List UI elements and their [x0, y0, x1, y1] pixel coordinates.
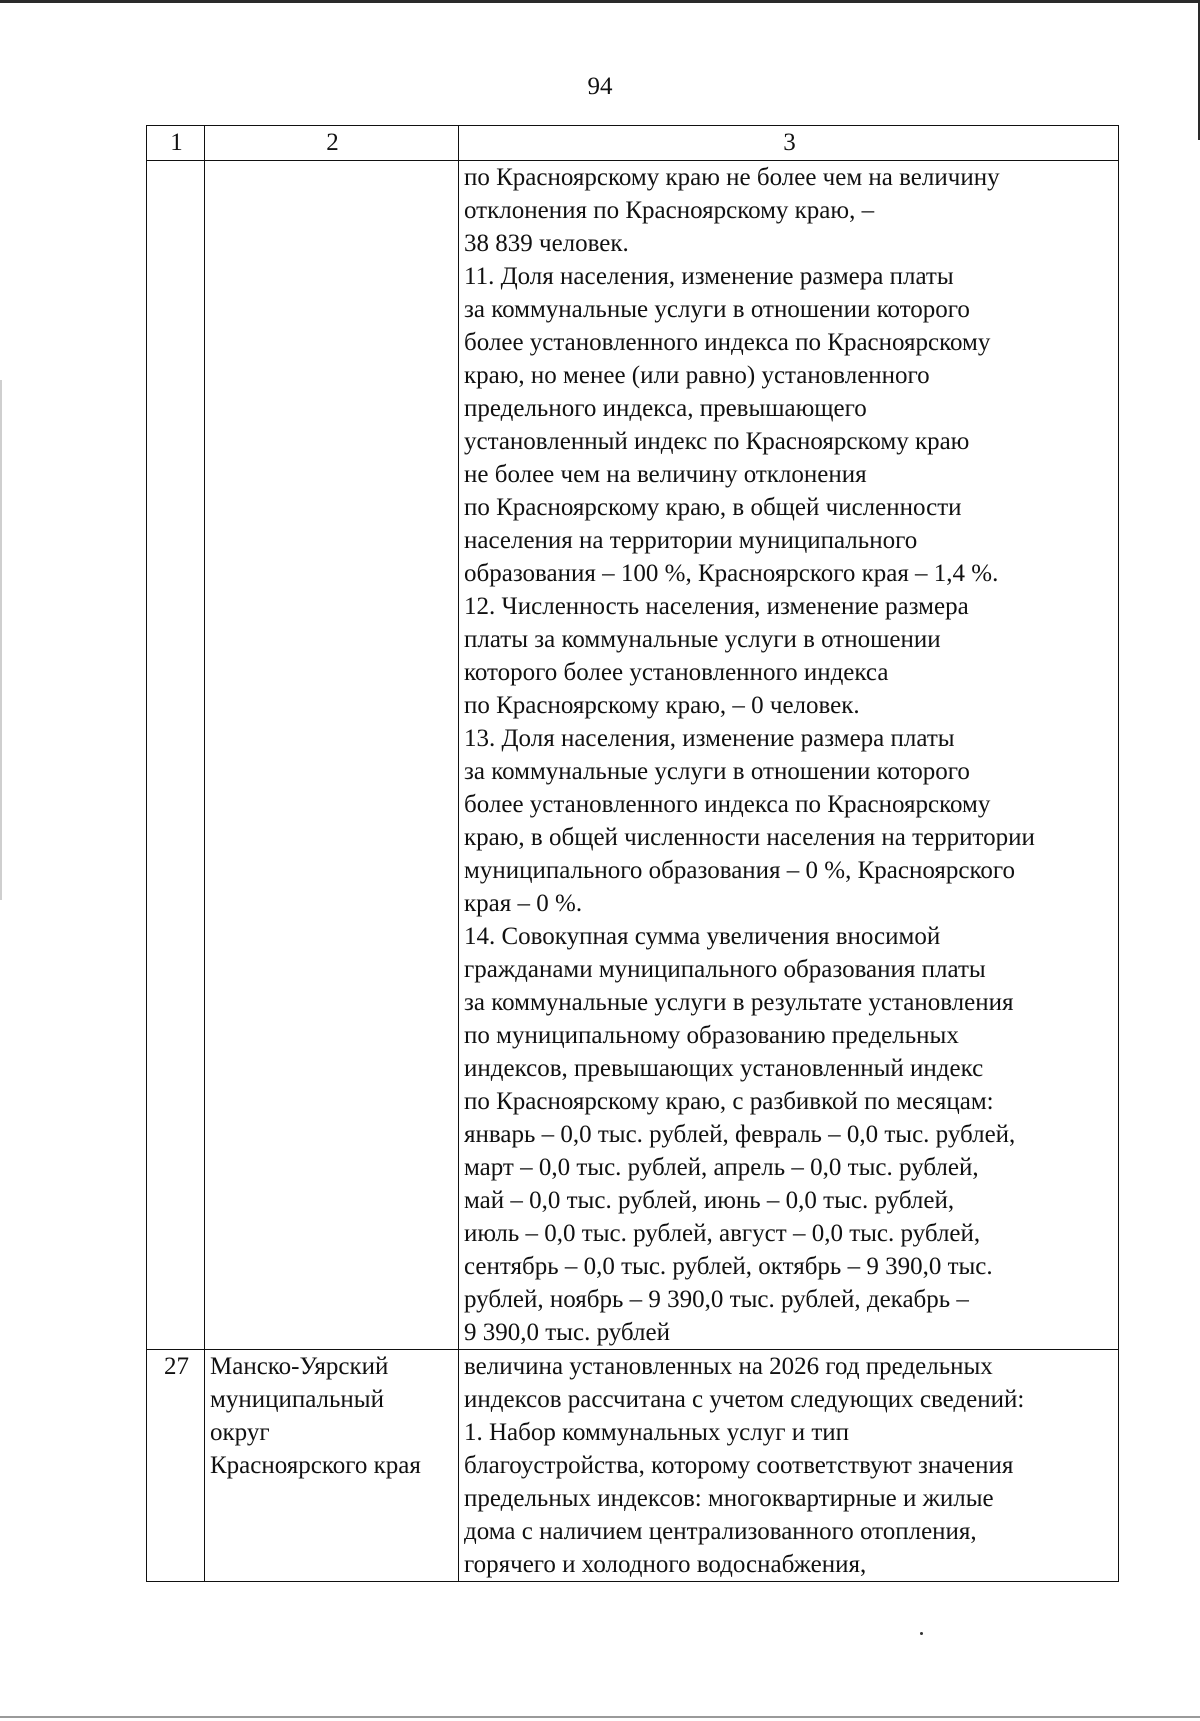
text-line: рублей, ноябрь – 9 390,0 тыс. рублей, декабрь – — [464, 1286, 969, 1313]
text-line: за коммунальные услуги в отношении которого — [464, 296, 970, 323]
row-text-cell — [459, 1350, 1119, 1582]
text-line: которого более установленного индекса — [464, 659, 889, 686]
text-line: Манско-Уярский — [210, 1353, 389, 1380]
text-line: горячего и холодного водоснабжения, — [464, 1551, 867, 1578]
text-line: сентябрь – 0,0 тыс. рублей, октябрь – 9 390,0 тыс. — [464, 1253, 993, 1280]
text-line: установленный индекс по Красноярскому краю — [464, 428, 970, 455]
text-line: дома с наличием централизованного отопления, — [464, 1518, 977, 1545]
table-row — [147, 161, 1119, 1350]
row-number-cell: 27 — [147, 1350, 205, 1582]
row-text-cell — [459, 161, 1119, 1350]
text-line: 38 839 человек. — [464, 230, 629, 257]
text-line: по Красноярскому краю, – 0 человек. — [464, 692, 860, 719]
text-line: по муниципальному образованию предельных — [464, 1022, 959, 1049]
text-line: 13. Доля населения, изменение размера платы — [464, 725, 955, 752]
text-line: краю, в общей численности населения на территории — [464, 824, 1035, 851]
text-line: по Красноярскому краю, в общей численности — [464, 494, 962, 521]
text-line: величина установленных на 2026 год предельных — [464, 1353, 993, 1380]
page-number: 94 — [587, 73, 613, 100]
text-line: не более чем на величину отклонения — [464, 461, 867, 488]
text-line: отклонения по Красноярскому краю, – — [464, 197, 875, 224]
text-line: 1. Набор коммунальных услуг и тип — [464, 1419, 850, 1446]
text-line: 12. Численность населения, изменение размера — [464, 593, 969, 620]
scan-border-left — [0, 380, 2, 900]
column-header-3: 3 — [459, 126, 1119, 161]
text-line: края – 0 %. — [464, 890, 583, 917]
column-header-1: 1 — [147, 126, 205, 161]
text-line: округ — [210, 1419, 270, 1446]
text-line: краю, но менее (или равно) установленного — [464, 362, 930, 389]
text-line: предельных индексов: многоквартирные и жилые — [464, 1485, 994, 1512]
text-line: 11. Доля населения, изменение размера платы — [464, 263, 954, 290]
text-line: 9 390,0 тыс. рублей — [464, 1319, 670, 1346]
text-line: благоустройства, которому соответствуют значения — [464, 1452, 1014, 1479]
text-line: май – 0,0 тыс. рублей, июнь – 0,0 тыс. рублей, — [464, 1187, 955, 1214]
text-line: январь – 0,0 тыс. рублей, февраль – 0,0 тыс. рублей, — [464, 1121, 1016, 1148]
data-table — [146, 125, 1119, 1582]
text-line: индексов, превышающих установленный индекс — [464, 1055, 984, 1082]
text-line: за коммунальные услуги в отношении которого — [464, 758, 970, 785]
table-header-row — [147, 126, 1119, 161]
text-line: муниципальный — [210, 1386, 384, 1413]
text-line: более установленного индекса по Красноярскому — [464, 791, 991, 818]
scan-border-bottom — [0, 1716, 1200, 1718]
table-row — [147, 1350, 1119, 1582]
text-line: более установленного индекса по Красноярскому — [464, 329, 991, 356]
text-line: март – 0,0 тыс. рублей, апрель – 0,0 тыс. рублей, — [464, 1154, 979, 1181]
text-line: гражданами муниципального образования платы — [464, 956, 986, 983]
text-line: июль – 0,0 тыс. рублей, август – 0,0 тыс. рублей, — [464, 1220, 981, 1247]
text-line: индексов рассчитана с учетом следующих сведений: — [464, 1386, 1025, 1413]
text-line: по Красноярскому краю не более чем на величину — [464, 164, 1000, 191]
municipality-name-cell — [205, 161, 459, 1350]
scan-border-top — [0, 0, 1200, 3]
text-line: населения на территории муниципального — [464, 527, 918, 554]
row-number-cell — [147, 161, 205, 1350]
text-line: предельного индекса, превышающего — [464, 395, 867, 422]
column-header-2: 2 — [205, 126, 459, 161]
text-line: Красноярского края — [210, 1452, 421, 1479]
text-line: платы за коммунальные услуги в отношении — [464, 626, 941, 653]
text-line: по Красноярскому краю, с разбивкой по месяцам: — [464, 1088, 994, 1115]
scan-speck — [920, 1632, 923, 1635]
text-line: 14. Совокупная сумма увеличения вносимой — [464, 923, 941, 950]
text-line: образования – 100 %, Красноярского края – 1,4 %. — [464, 560, 999, 587]
municipality-name-cell — [205, 1350, 459, 1582]
text-line: муниципального образования – 0 %, Красноярского — [464, 857, 1015, 884]
text-line: за коммунальные услуги в результате установления — [464, 989, 1014, 1016]
